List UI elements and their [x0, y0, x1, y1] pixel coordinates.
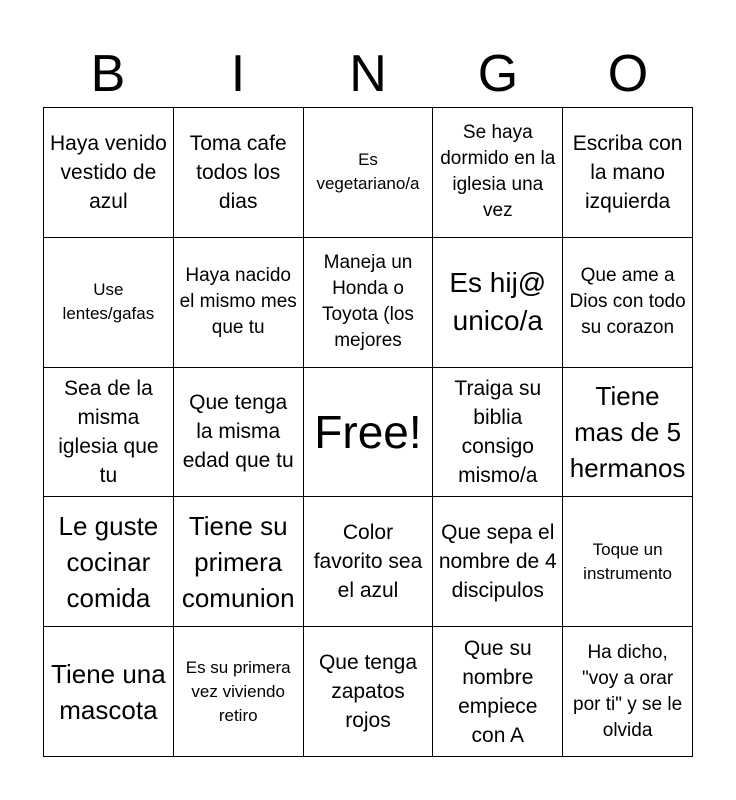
- cell-text: Ha dicho, "voy a orar por ti" y se le olvida: [573, 641, 683, 741]
- bingo-free-space[interactable]: [304, 368, 434, 498]
- cell-text: Se haya dormido en la iglesia una vez: [440, 122, 556, 222]
- bingo-cell-r4-c5[interactable]: [563, 497, 693, 627]
- cell-text: Maneja un Honda o Toyota (los mejores: [322, 252, 414, 352]
- bingo-cell-r2-c2[interactable]: [174, 238, 304, 368]
- header-letter-n: N: [349, 45, 387, 103]
- bingo-cell-r2-c1[interactable]: [44, 238, 174, 368]
- bingo-cell-r1-c3[interactable]: [304, 108, 434, 238]
- bingo-cell-r4-c3[interactable]: [304, 497, 434, 627]
- cell-text: Tiene su primera comunion: [181, 510, 295, 613]
- bingo-cell-r1-c1[interactable]: [44, 108, 174, 238]
- bingo-cell-r3-c4[interactable]: [433, 368, 563, 498]
- bingo-cell-r5-c4[interactable]: [433, 627, 563, 757]
- bingo-cell-r2-c4[interactable]: [433, 238, 563, 368]
- cell-text: Que tenga zapatos rojos: [318, 651, 418, 733]
- cell-text: Haya venido vestido de azul: [50, 131, 167, 213]
- header-letter-g: G: [477, 45, 519, 103]
- bingo-cell-r5-c1[interactable]: [44, 627, 174, 757]
- cell-text: Haya nacido el mismo mes que tu: [179, 265, 297, 339]
- cell-text: Sea de la misma iglesia que tu: [58, 376, 159, 487]
- cell-text: Escriba con la mano izquierda: [572, 131, 683, 213]
- header-letter-b: B: [90, 45, 126, 103]
- header-letter-o: O: [607, 45, 649, 103]
- bingo-cell-r1-c4[interactable]: [433, 108, 563, 238]
- bingo-cell-r5-c5[interactable]: [563, 627, 693, 757]
- cell-text: Traiga su biblia consigo mismo/a: [454, 376, 542, 487]
- bingo-cell-r4-c1[interactable]: [44, 497, 174, 627]
- cell-text: Que tenga la misma edad que tu: [182, 391, 294, 473]
- bingo-header: [43, 40, 693, 108]
- bingo-card-grid: [43, 107, 693, 757]
- cell-text: Que su nombre empiece con A: [458, 636, 538, 747]
- bingo-cell-r3-c5[interactable]: [563, 368, 693, 498]
- cell-text: Es hij@ unico/a: [449, 267, 547, 337]
- bingo-cell-r1-c2[interactable]: [174, 108, 304, 238]
- cell-text: Use lentes/gafas: [62, 280, 155, 324]
- bingo-cell-r2-c5[interactable]: [563, 238, 693, 368]
- cell-text: Color favorito sea el azul: [313, 521, 423, 603]
- cell-text: Le guste cocinar comida: [58, 510, 159, 613]
- cell-text: Toma cafe todos los dias: [189, 131, 287, 213]
- bingo-cell-r4-c2[interactable]: [174, 497, 304, 627]
- cell-text: Tiene mas de 5 hermanos: [569, 380, 686, 483]
- bingo-cell-r4-c4[interactable]: [433, 497, 563, 627]
- header-letter-i: I: [230, 45, 246, 103]
- cell-text: Que sepa el nombre de 4 discipulos: [438, 521, 557, 603]
- cell-text: Tiene una mascota: [51, 658, 166, 725]
- cell-text: Toque un instrumento: [583, 539, 672, 583]
- bingo-cell-r3-c1[interactable]: [44, 368, 174, 498]
- free-space-text: Free!: [314, 405, 422, 458]
- cell-text: Que ame a Dios con todo su corazon: [569, 265, 686, 339]
- bingo-cell-r5-c3[interactable]: [304, 627, 434, 757]
- bingo-cell-r3-c2[interactable]: [174, 368, 304, 498]
- cell-text: Es su primera vez viviendo retiro: [185, 657, 291, 725]
- bingo-cell-r5-c2[interactable]: [174, 627, 304, 757]
- bingo-cell-r1-c5[interactable]: [563, 108, 693, 238]
- bingo-cell-r2-c3[interactable]: [304, 238, 434, 368]
- cell-text: Es vegetariano/a: [316, 150, 420, 194]
